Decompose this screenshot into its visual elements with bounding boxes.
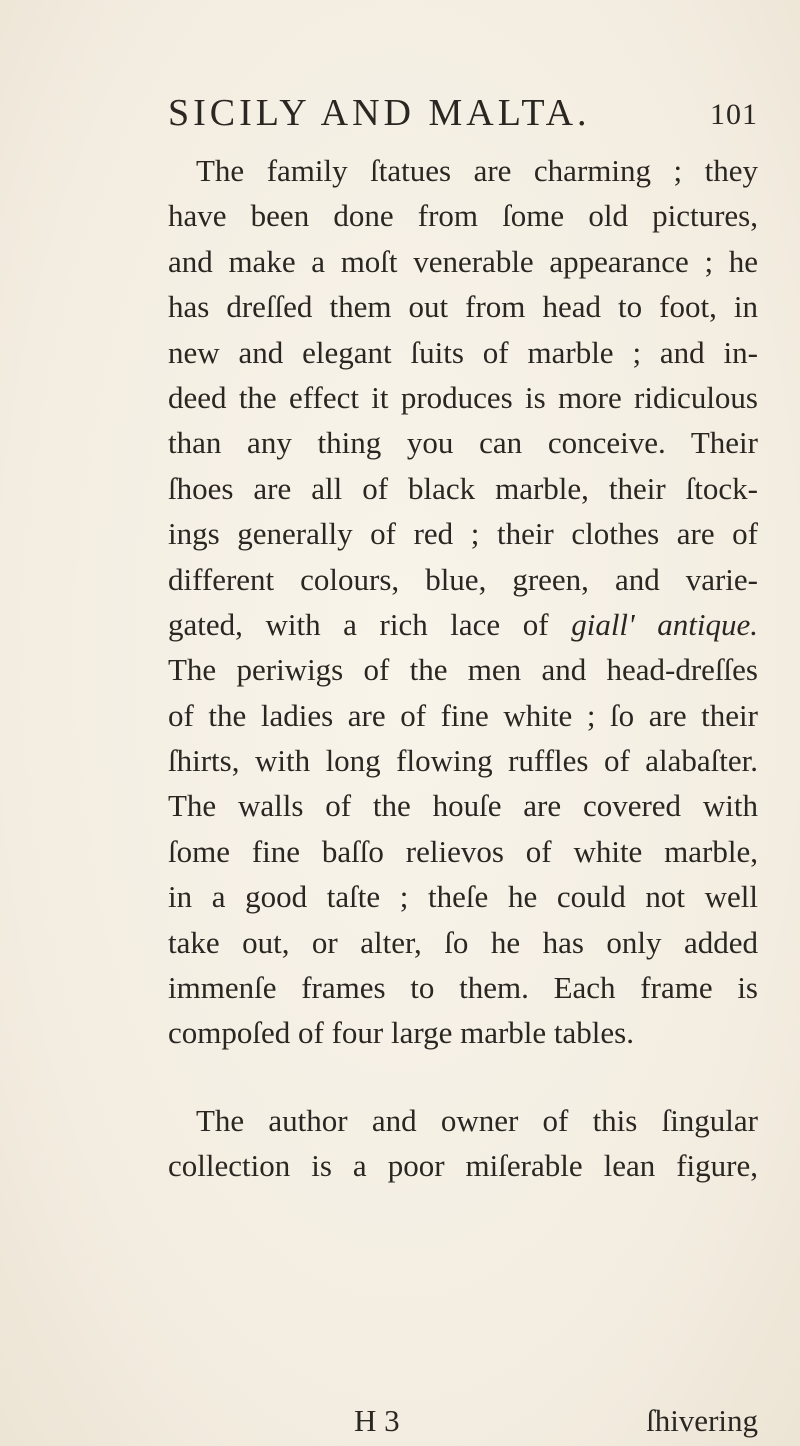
text-line: different colours, blue, green, and varie-	[168, 561, 758, 597]
page-footer	[168, 1398, 758, 1446]
text-line: ſhoes are all of black marble, their ſtock-	[168, 470, 758, 506]
text-line-with-italic	[168, 602, 758, 647]
text-line: The family ſtatues are charming ; they	[196, 153, 758, 188]
text-line: compoſed of four large marble tables.	[168, 1015, 634, 1051]
text-line: ſhirts, with long flowing ruffles of alabaſter.	[168, 743, 758, 779]
text-line: have been done from ſome old pictures,	[168, 198, 758, 234]
text-line: of the ladies are of fine white ; ſo are their	[168, 697, 758, 733]
text-line: ings generally of red ; their clothes are of	[168, 516, 758, 552]
text-line: collection is a poor miſerable lean figure,	[168, 1148, 758, 1184]
text-segment: gated, with a rich lace of	[168, 606, 549, 642]
text-line: immenſe frames to them. Each frame is	[168, 970, 758, 1006]
paragraph-gap	[168, 1056, 758, 1098]
text-line: deed the effect it produces is more ridiculous	[168, 379, 758, 415]
running-title: SICILY AND MALTA.	[168, 92, 591, 134]
text-line: take out, or alter, ſo he has only added	[168, 924, 758, 960]
text-line: ſome fine baſſo relievos of white marble,	[168, 833, 758, 869]
paragraph-1	[168, 148, 758, 1056]
text-line: The author and owner of this ſingular	[196, 1102, 758, 1138]
body-text	[168, 148, 758, 1189]
text-line: The periwigs of the men and head-dreſſes	[168, 652, 758, 688]
page-number: 101	[710, 98, 758, 131]
text-line: than any thing you can conceive. Their	[168, 425, 758, 461]
text-line: The walls of the houſe are covered with	[168, 788, 758, 824]
text-line: in a good taſte ; theſe he could not well	[168, 879, 758, 915]
signature-mark: H 3	[354, 1403, 400, 1438]
text-line: new and elegant ſuits of marble ; and in-	[168, 334, 758, 370]
text-line: has dreſſed them out from head to foot, in	[168, 289, 758, 325]
text-line: and make a moſt venerable appearance ; he	[168, 243, 758, 279]
italic-phrase: giall' antique.	[571, 606, 758, 642]
catchword: ſhivering	[646, 1403, 758, 1438]
running-head	[168, 88, 758, 138]
paragraph-2	[168, 1098, 758, 1189]
